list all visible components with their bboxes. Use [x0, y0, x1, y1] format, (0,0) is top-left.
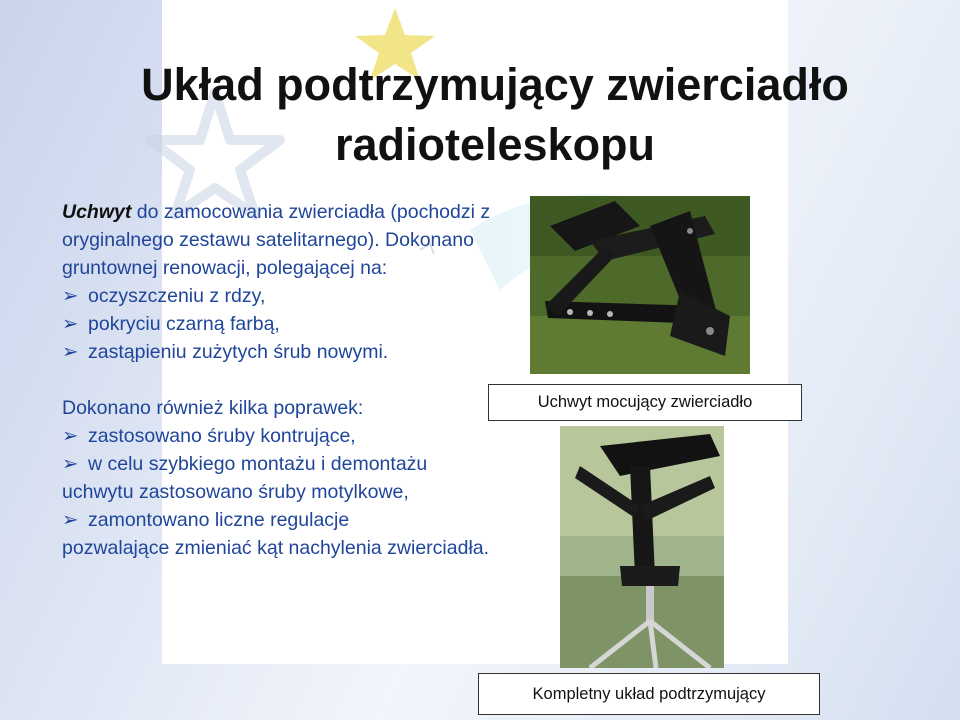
mount-bracket-photo: [530, 196, 750, 374]
arrow-bullet-icon: ➢: [62, 453, 79, 475]
renovation-item: ➢ pokryciu czarną farbą,: [62, 310, 522, 338]
renovation-item: ➢ zastąpieniu zużytych śrub nowymi.: [62, 338, 522, 366]
support-assembly-photo: [560, 426, 724, 668]
support-assembly-caption: Kompletny układ podtrzymujący: [478, 673, 820, 715]
support-assembly-illustration: [560, 426, 724, 668]
arrow-bullet-icon: ➢: [62, 285, 79, 307]
improvement-continuation: uchwytu zastosowano śruby motylkowe,: [62, 481, 409, 503]
improvement-item: ➢ w celu szybkiego montażu i demontażu: [62, 450, 522, 478]
mount-bracket-caption: Uchwyt mocujący zwierciadło: [488, 384, 802, 421]
intro-paragraph: [62, 198, 522, 282]
body-text: [62, 198, 522, 562]
improvement-item: ➢ zamontowano liczne regulacje: [62, 506, 522, 534]
intro-text: do zamocowania zwierciadła (pochodzi z oryginalnego zestawu satelitarnego). Dokonano gruntownej renowacji, polegającej na:: [62, 201, 491, 279]
paragraph-spacer: [62, 366, 522, 394]
arrow-bullet-icon: ➢: [62, 341, 79, 363]
intro-lead: Uchwyt: [62, 201, 132, 223]
arrow-bullet-icon: ➢: [62, 313, 79, 335]
slide-title: Układ podtrzymujący zwierciadło radioteleskopu: [141, 59, 849, 170]
arrow-bullet-icon: ➢: [62, 425, 79, 447]
renovation-item: ➢ oczyszczeniu z rdzy,: [62, 282, 522, 310]
improvement-continuation: pozwalające zmieniać kąt nachylenia zwierciadła.: [62, 537, 490, 559]
mount-bracket-illustration: [530, 196, 750, 374]
improvement-item: ➢ zastosowano śruby kontrujące,: [62, 422, 522, 450]
arrow-bullet-icon: ➢: [62, 509, 79, 531]
improvements-heading: Dokonano również kilka poprawek:: [62, 397, 364, 419]
